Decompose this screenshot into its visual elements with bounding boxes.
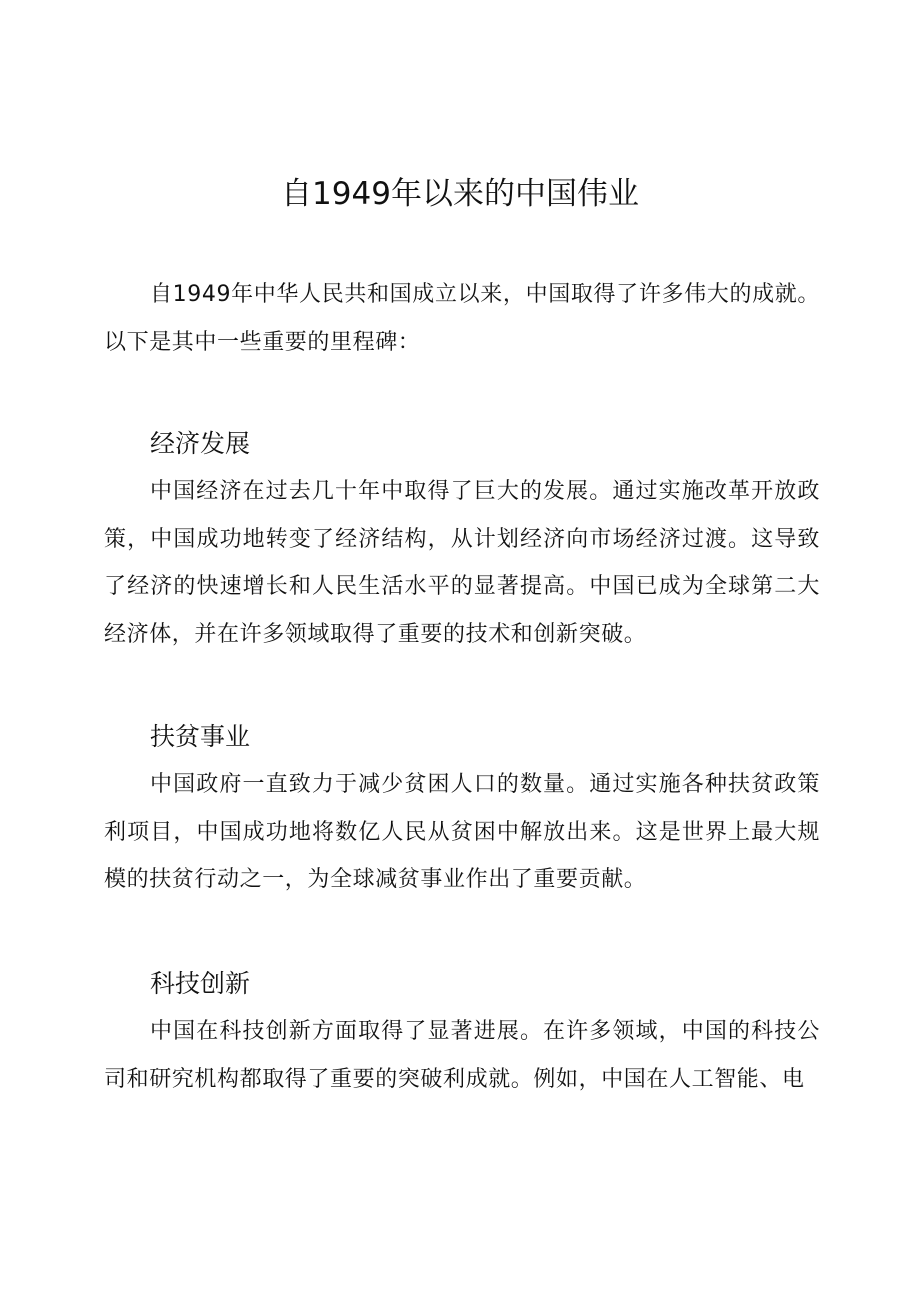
section-heading-poverty: 扶贫事业 [150, 722, 251, 751]
section-body-poverty: 中国政府一直致力于减少贫困人口的数量。通过实施各种扶贫政策利项目，中国成功地将数亿人民从贫困中解放出来。这是世界上最大规模的扶贫行动之一，为全球减贫事业作出了重要贡献。 [104, 772, 820, 892]
document-title: 自1949年以来的中国伟业 [281, 176, 639, 212]
section-heading-economy: 经济发展 [150, 429, 251, 458]
section-heading-technology: 科技创新 [150, 969, 251, 998]
section-body-economy: 中国经济在过去几十年中取得了巨大的发展。通过实施改革开放政策，中国成功地转变了经济结构，从计划经济向市场经济过渡。这导致了经济的快速增长和人民生活水平的显著提高。中国已成为全球第二大经济体，并在许多领域取得了重要的技术和创新突破。 [104, 479, 820, 647]
section-body-technology: 中国在科技创新方面取得了显著进展。在许多领域，中国的科技公司和研究机构都取得了重要的突破利成就。例如，中国在人工智能、电 [104, 1019, 820, 1092]
intro-paragraph: 自1949年中华人民共和国成立以来，中国取得了许多伟大的成就。以下是其中一些重要的里程碑： [104, 282, 820, 355]
